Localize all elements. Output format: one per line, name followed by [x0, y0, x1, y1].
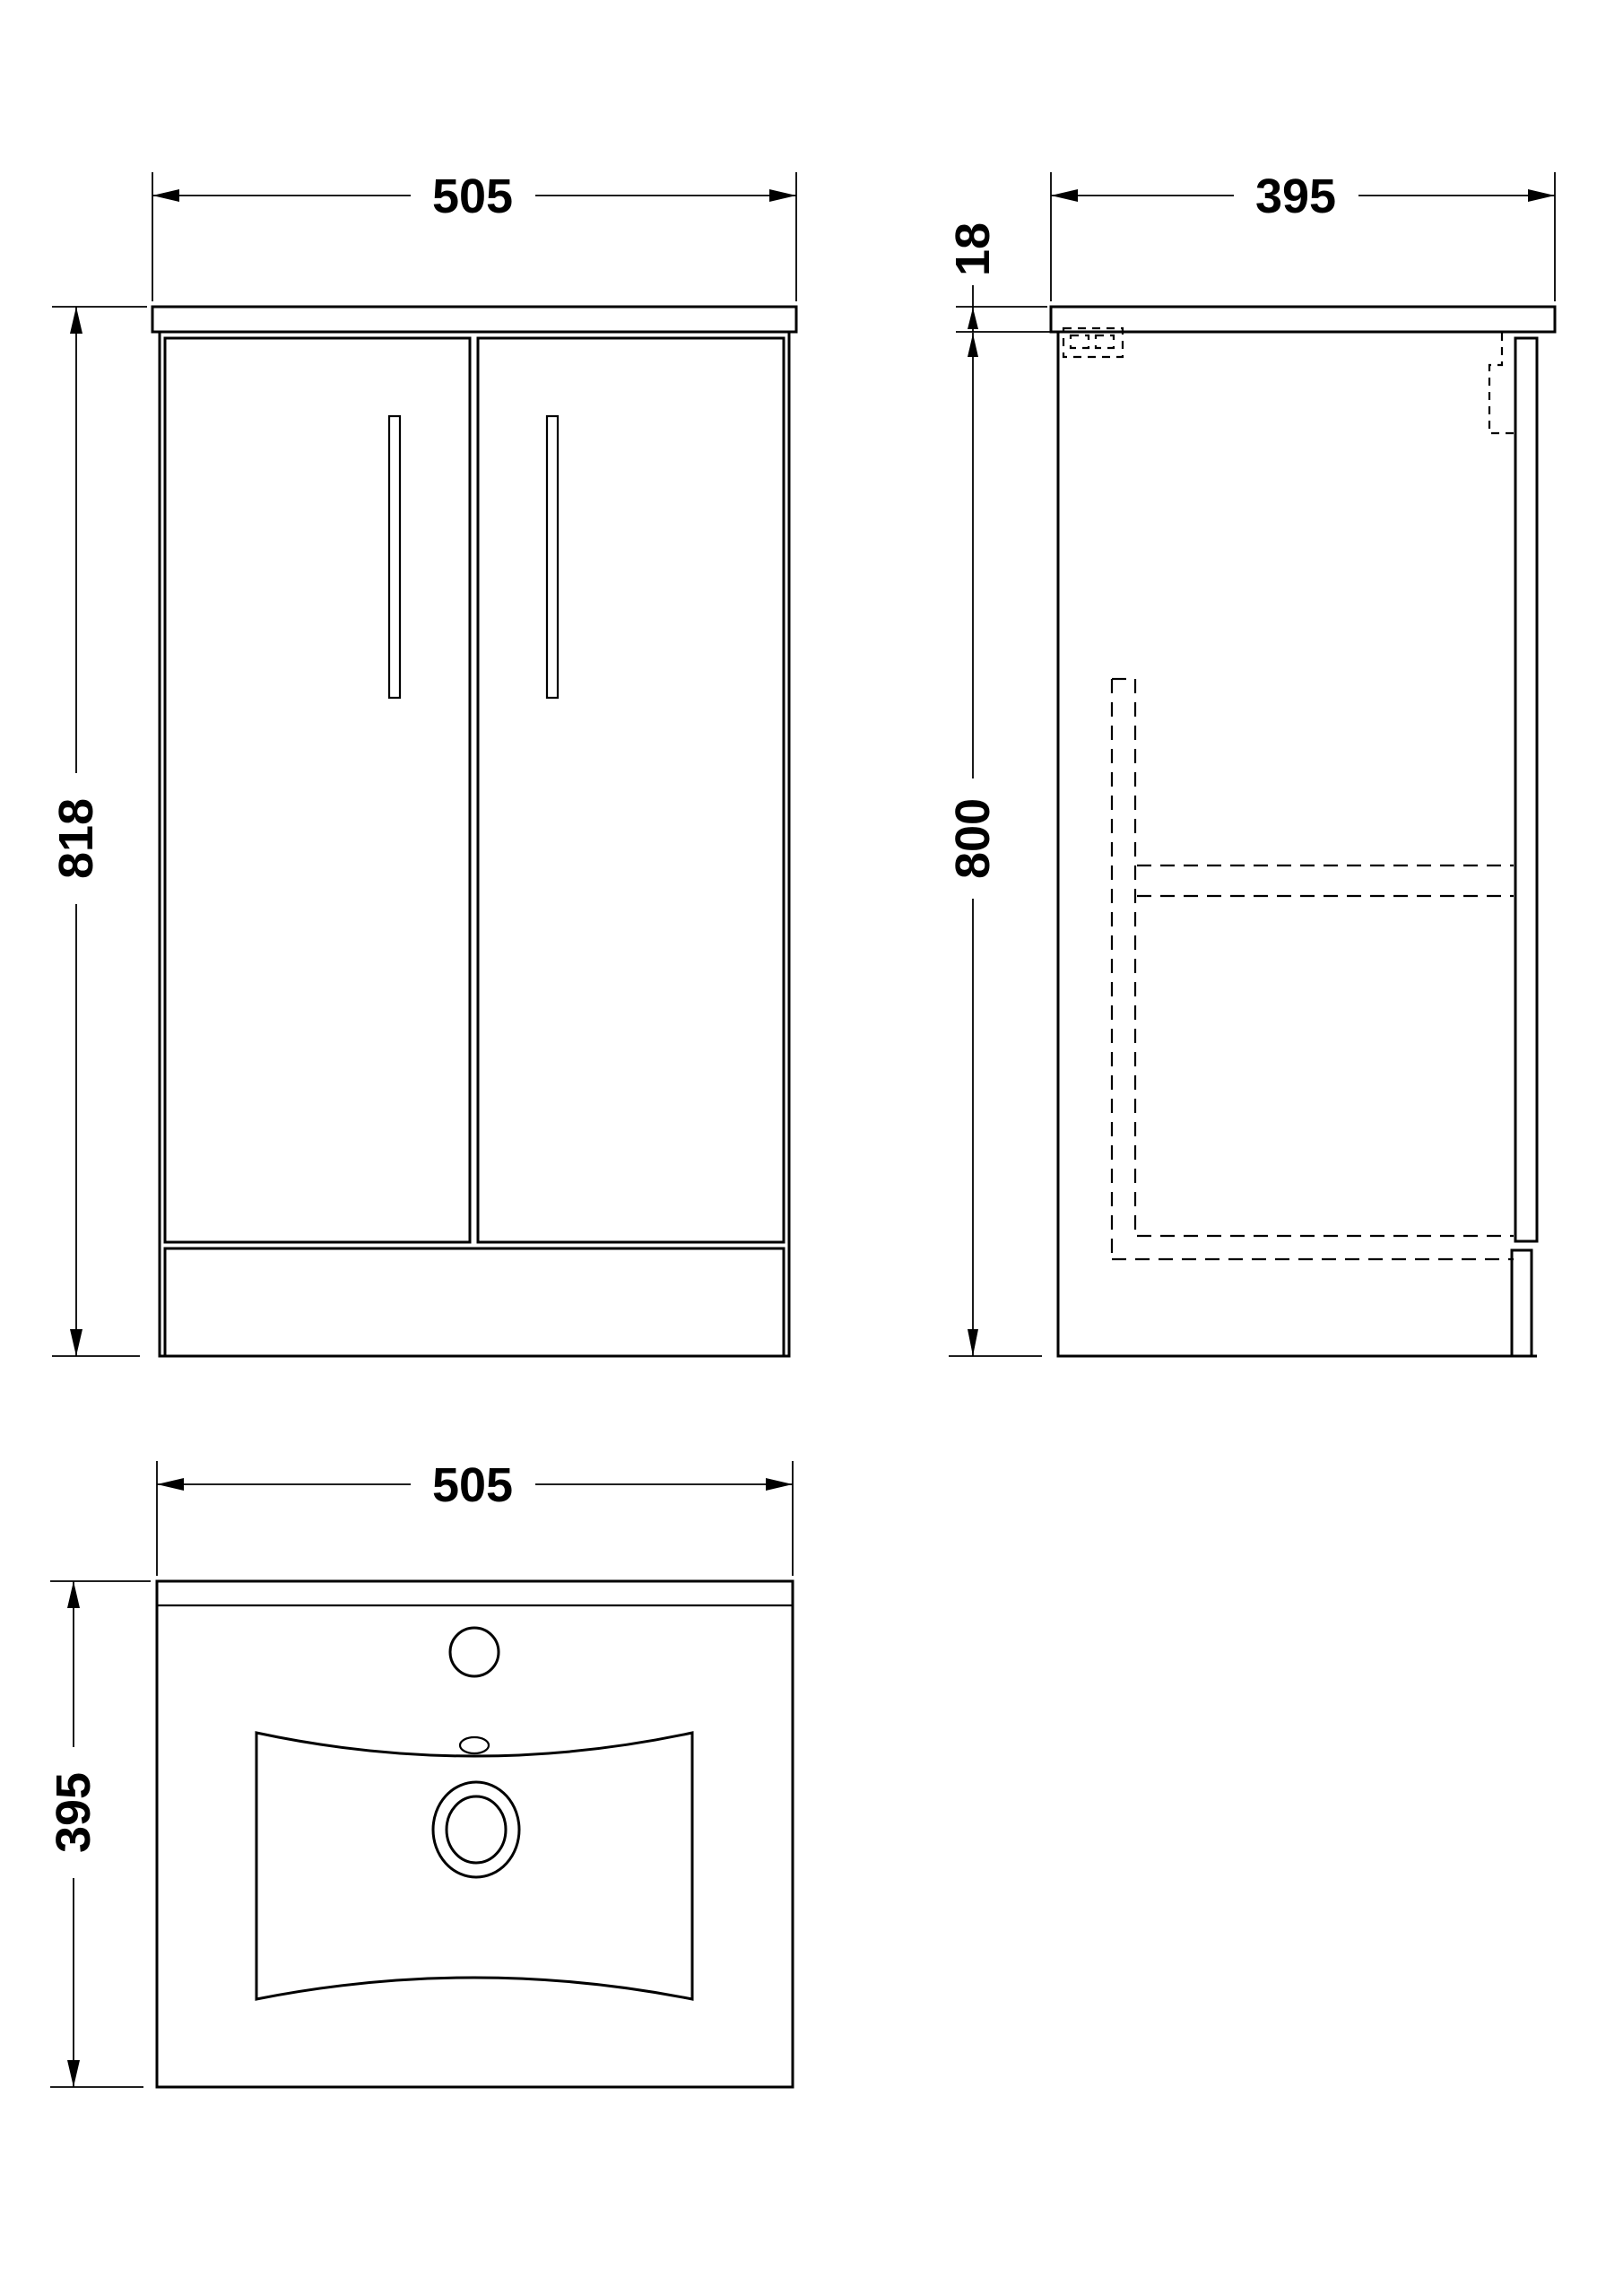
arrow-left-icon [157, 1478, 184, 1491]
front-right-door [478, 338, 784, 1242]
arrow-right-icon [766, 1478, 793, 1491]
counter-thickness-dimension [946, 222, 1055, 332]
arrow-left-icon [1051, 189, 1078, 202]
side-door [1515, 338, 1537, 1241]
front-height-dimension [49, 307, 147, 1356]
side-depth-label: 395 [1254, 170, 1337, 223]
side-plinth [1512, 1250, 1532, 1356]
arrow-up-icon [968, 334, 978, 357]
side-depth-dimension [1051, 170, 1555, 301]
hinge-arm-hidden [1489, 333, 1515, 433]
arrow-up-icon [70, 307, 82, 334]
plan-depth-dimension [47, 1581, 151, 2087]
front-plinth [165, 1248, 784, 1356]
basin-outer-rim [157, 1581, 793, 2087]
counter-thickness-label: 18 [946, 222, 1000, 277]
bottom-panel-hidden [1112, 1236, 1514, 1259]
side-view [946, 170, 1555, 1356]
arrow-right-icon [1528, 189, 1555, 202]
arrow-left-icon [152, 189, 179, 202]
plan-depth-label: 395 [47, 1771, 100, 1854]
front-left-door [165, 338, 470, 1242]
front-width-label: 505 [431, 170, 514, 223]
plan-view [47, 1458, 793, 2087]
tap-hole [450, 1628, 499, 1676]
shelf-hidden [1137, 865, 1514, 896]
right-door-handle [547, 416, 558, 698]
front-countertop [152, 307, 796, 332]
front-height-label: 818 [49, 797, 103, 880]
side-height-label: 800 [946, 797, 1000, 880]
hinge-screw-hidden [1096, 335, 1114, 348]
side-countertop [1051, 307, 1555, 332]
plan-width-label: 505 [431, 1458, 514, 1512]
basin-bowl [256, 1733, 692, 1999]
hinge-screw-hidden [1071, 335, 1089, 348]
arrow-down-icon [67, 2060, 80, 2087]
arrow-up-icon [67, 1581, 80, 1608]
arrow-up-icon [968, 308, 978, 329]
front-carcass [160, 333, 789, 1356]
waste-channel-hidden [1112, 679, 1135, 1259]
side-carcass [1058, 333, 1537, 1356]
overflow-hole [460, 1737, 489, 1753]
waste-drain-inner [447, 1796, 506, 1863]
arrow-down-icon [70, 1329, 82, 1356]
arrow-right-icon [769, 189, 796, 202]
front-width-dimension [152, 170, 796, 301]
plan-width-dimension [157, 1458, 793, 1576]
side-height-dimension [946, 333, 1042, 1356]
arrow-down-icon [968, 1329, 978, 1356]
front-view [49, 170, 796, 1356]
left-door-handle [389, 416, 400, 698]
